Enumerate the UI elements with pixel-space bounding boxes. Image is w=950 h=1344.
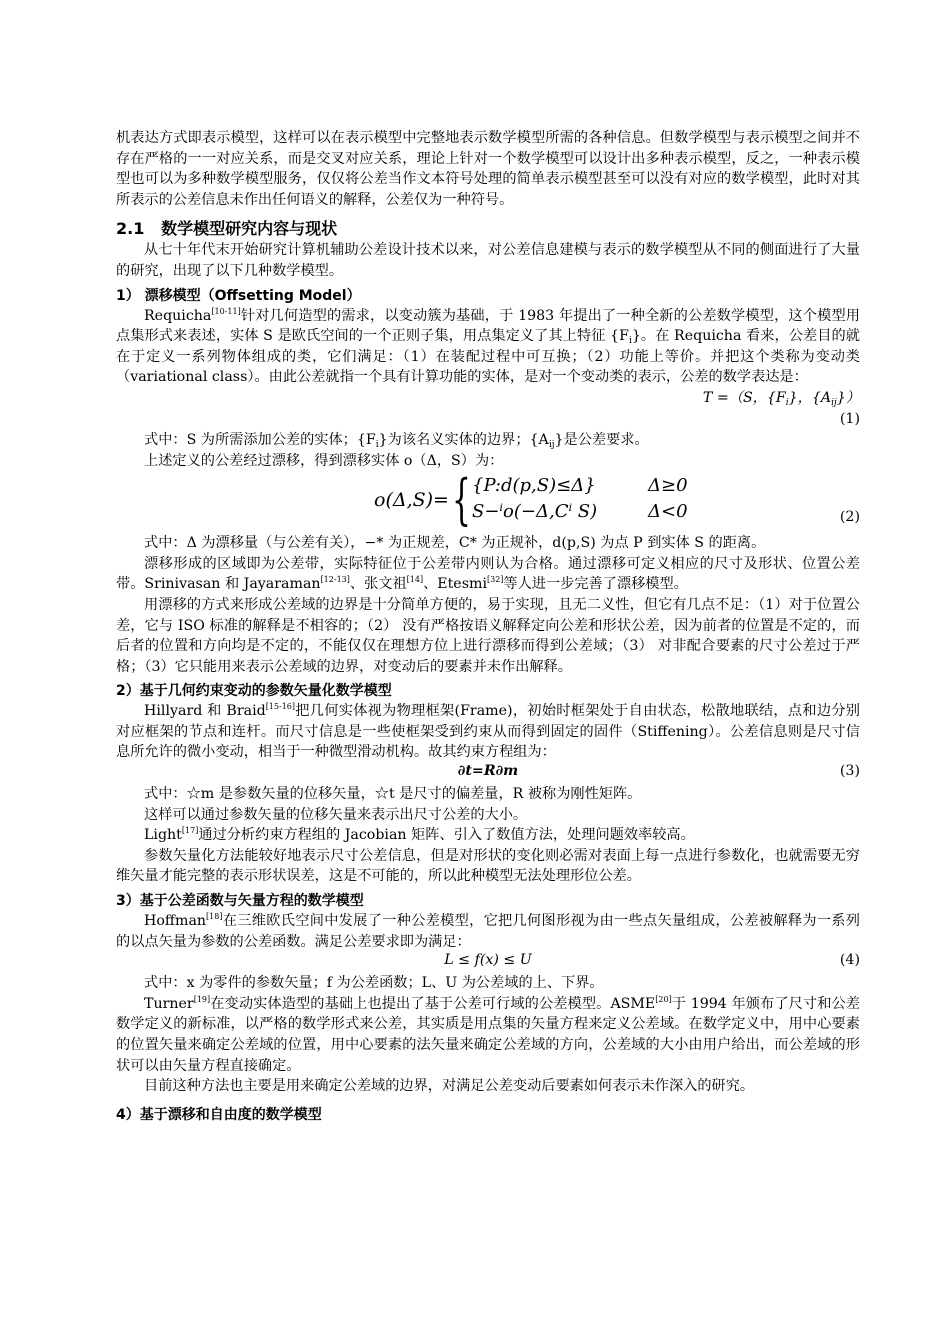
intro-paragraph: 机表达方式即表示模型，这样可以在表示模型中完整地表示数学模型所需的各种信息。但数学模型与表示模型之间并不存在严格的一一对应关系，而是交叉对应关系，理论上针对一个数学模型可以设计出多种表示模型，反之，一种表示模型也可以为多种数学模型服务，仅仅将公差当作文本符号处理的简单表示模型甚至可以没有对应的数学模型，此时对其所表示的公差信息未作出任何语义的解释，公差仅为一种符号。: [116, 130, 860, 208]
sub2-paragraph-1: Hillyard 和 Braid[15-16]把几何实体视为物理框架(Frame)，初始时框架处于自由状态，松散地联结，点和边分别对应框架的节点和连杆。而尺寸信息是一些使框架受到约束从而得到固定的固件（Stiffening）。公差信息则是尺寸信息所允许的微小变动，相当于一种微型滑动机构。故其约束方程组为：: [116, 702, 860, 761]
equation-2: [116, 468, 860, 532]
sub2-paragraph-4: 参数矢量化方法能较好地表示尺寸公差信息，但是对形状的变化则必需对表面上每一点进行参数化，也就需要无穷维矢量才能完整的表示形状误差，这是不可能的，所以此种模型无法处理形位公差。: [116, 847, 860, 885]
section-heading: [116, 218, 860, 240]
equation-2-lhs: o(Δ,S)=: [374, 489, 449, 512]
sub1-where-1: 式中：S 为所需添加公差的实体；$\{F_i\}$为该名义实体的边界；$\{A_{ij}\}$是公差要求。: [144, 431, 649, 450]
document-page: [116, 128, 860, 1125]
subsection-3-heading: 3）基于公差函数与矢量方程的数学模型: [116, 893, 364, 910]
equation-2-case-2: S−ⁱo(−Δ,Cⁱ S): [472, 501, 598, 523]
section-number: 2.1: [116, 219, 145, 239]
equation-2-condition-2: Δ<0: [648, 501, 688, 523]
equation-3: [116, 763, 860, 784]
sub2-paragraph-3: Light[17]通过分析约束方程组的 Jacobian 矩阵、引入了数值方法，处理问题效率较高。: [144, 826, 695, 844]
sub2-where: 式中：☆m 是参数矢量的位移矢量，☆t 是尺寸的偏差量，R 被称为刚性矩阵。: [144, 786, 642, 803]
equation-3-number: (3): [839, 763, 860, 780]
sub1-paragraph-2: 上述定义的公差经过漂移，得到漂移实体 o（Δ，S）为：: [144, 452, 504, 469]
equation-4-number: (4): [839, 952, 860, 969]
sub1-paragraph-4: 用漂移的方式来形成公差域的边界是十分简单方便的，易于实现，且无二义性，但它有几点不足：（1）对于位置公差，它与 ISO 标准的解释是不相容的；（2） 没有严格按语义解释定向公差和形状公差，因为前者的位置是不定的，而后者的位置和方向均是不定的，不能仅仅在理想方位上进行漂移而得到公差域；（3） 对非配合要素的尺寸公差过于严格；（3）它只能用来表示公差域的边界，对变动后的要素并未作出解释。: [116, 596, 860, 675]
equation-4: [116, 952, 860, 973]
section-title: 数学模型研究内容与现状: [161, 219, 338, 239]
sub3-paragraph-1: Hoffman[18]在三维欧氏空间中发展了一种公差模型，它把几何图形视为由一些点矢量组成，公差被解释为一系列的以点矢量为参数的公差函数。满足公差要求即为满足：: [116, 912, 860, 950]
sub1-paragraph-3: 漂移形成的区域即为公差带，实际特征位于公差带内则认为合格。通过漂移可定义相应的尺寸及形状、位置公差带。Srinivasan 和 Jayaraman[12-13]、张文祖[14]、Etesmi[32]等人进一步完善了漂移模型。: [116, 555, 860, 593]
section-intro: 从七十年代末开始研究计算机辅助公差设计技术以来，对公差信息建模与表示的数学模型从不同的侧面进行了大量的研究，出现了以下几种数学模型。: [116, 242, 860, 279]
subsection-2-heading: 2）基于几何约束变动的参数矢量化数学模型: [116, 683, 392, 700]
sub1-where-2: 式中：Δ 为漂移量（与公差有关），−* 为正规差，C* 为正规补，d(p,S) 为点 P 到实体 S 的距离。: [144, 535, 766, 552]
equation-2-case-1: {P:d(p,S)≤Δ}: [472, 475, 596, 497]
equation-2-number: (2): [839, 509, 860, 526]
sub3-paragraph-2: Turner[19]在变动实体造型的基础上也提出了基于公差可行域的公差模型。ASME[20]于 1994 年颁布了尺寸和公差数学定义的新标准，以严格的数学形式来公差，其实质是用点集的矢量方程来定义公差域。在数学定义中，用中心要素的位置矢量来确定公差域的位置，用中心要素的法矢量来确定公差域的方向，公差域的大小由用户给出，而公差域的形状可以由矢量方程直接确定。: [116, 994, 860, 1074]
subsection-1-heading: 1） 漂移模型（Offsetting Model）: [116, 287, 361, 304]
sub3-where: 式中：x 为零件的参数矢量；f 为公差函数；L、U 为公差域的上、下界。: [144, 975, 604, 992]
equation-2-condition-1: Δ≥0: [648, 475, 688, 497]
sub1-paragraph-1: Requicha[10-11]针对几何造型的需求，以变动簇为基础，于 1983 年提出了一种全新的公差数学模型，这个模型用点集形式来表述，实体 S 是欧氏空间的一个正则子集，用点集定义了其上特征 $\{F_i\}$。在 Requicha 看来，公差目的就在于定义一系列物体组成的类，它们满足：（1）在装配过程中可互换；（2）功能上等价。并把这个类称为变动类（variational class）。由此公差就指一个具有计算功能的实体，是对一个变动类的表示，公差的数学表达是：: [116, 306, 860, 386]
equation-4-body: L ≤ f(x) ≤ U: [444, 952, 532, 969]
citation: [10-11]: [211, 306, 241, 316]
equation-1: T =（S，$\{F_i\}$，$\{A_{ij}\}$）: [702, 389, 860, 408]
sub2-paragraph-2: 这样可以通过参数矢量的位移矢量来表示出尺寸公差的大小。: [144, 806, 528, 823]
left-brace-icon: {: [452, 468, 471, 532]
equation-1-number: (1): [839, 410, 860, 427]
subsection-4-heading: 4）基于漂移和自由度的数学模型: [116, 1106, 322, 1123]
equation-3-body: ∂t=R∂m: [457, 763, 519, 780]
sub3-paragraph-3: 目前这种方法也主要是用来确定公差域的边界，对满足公差变动后要素如何表示未作深入的研究。: [144, 1078, 755, 1095]
